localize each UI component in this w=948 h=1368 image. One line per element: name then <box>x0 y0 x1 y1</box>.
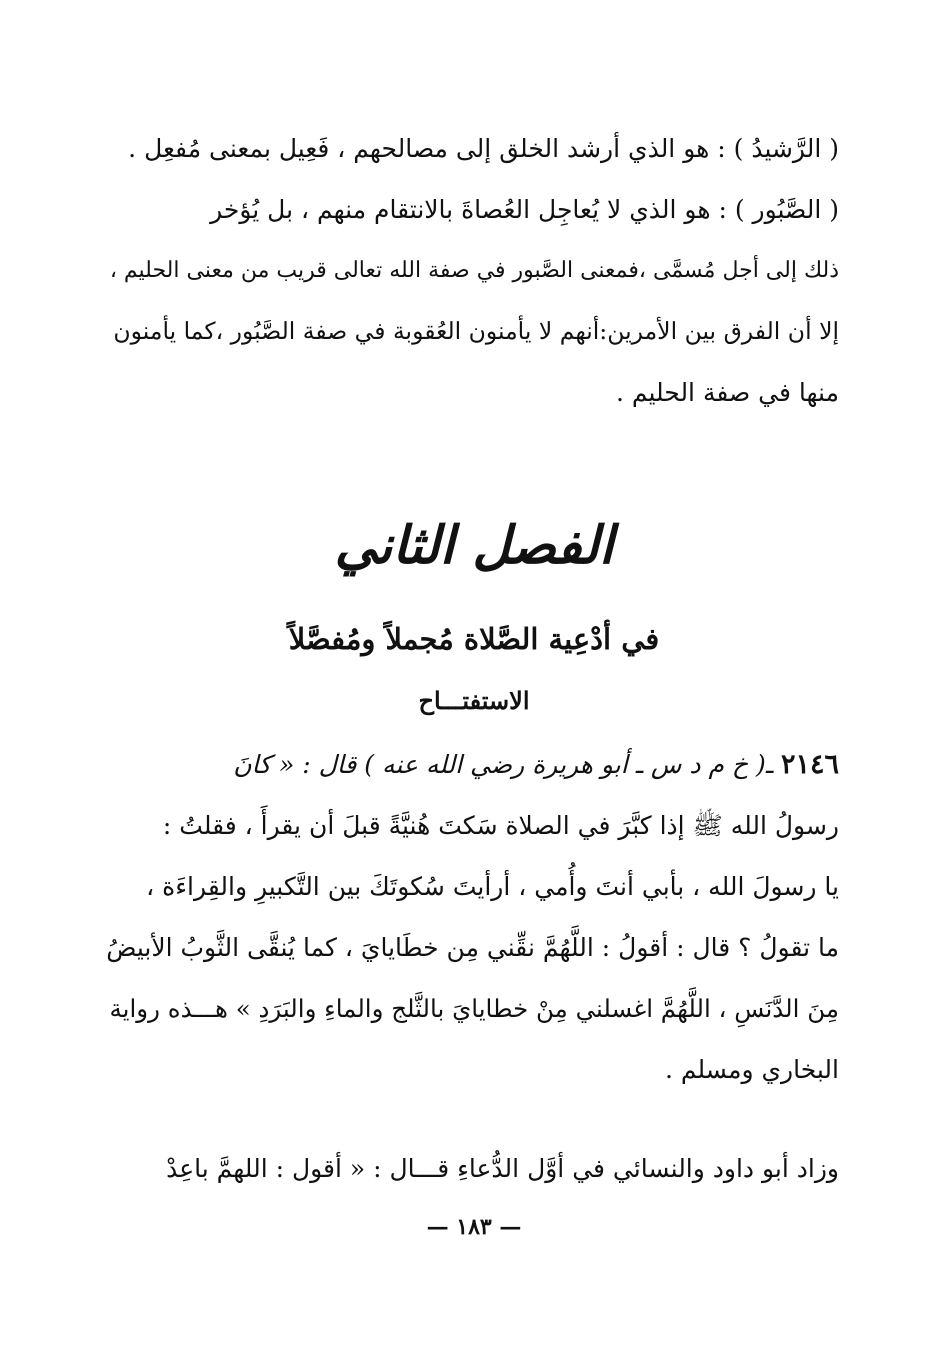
hadith-line: يا رسولَ الله ، بأبي أنتَ وأُمي ، أرأيتَ سُكوتَكَ بين التَّكبيرِ والقِراءَة ، <box>146 872 839 901</box>
hadith-header-line <box>104 734 839 795</box>
addendum-line: وزاد أبو داود والنسائي في أوَّل الدُّعاءِ قـــال : « أقول : اللهمَّ باعِدْ <box>166 1154 839 1183</box>
hadith-number: ٢١٤٦ <box>780 749 839 780</box>
hadith-line: البخاري ومسلم . <box>664 1055 839 1084</box>
definition-sabur-cont-2: إلا أن الفرق بين الأمرين:أنهم لا يأمنون العُقوبة في صفة الصَّبُور ،كما يأمنون <box>113 317 839 345</box>
hadith-line: مِنَ الدَّنَسِ ، اللَّهُمَّ اغسلني مِنْ خطايايَ بالثَّلج والماءِ والبَرَدِ » هـــذه رواية <box>109 994 839 1023</box>
hadith-block <box>104 734 839 1100</box>
definition-rashid: ( الرَّشيدُ ) : هو الذي أرشد الخلق إلى مصالحهم ، فَعِيل بمعنى مُفعِل . <box>128 134 839 163</box>
page-number: — ١٨٣ — <box>426 1214 522 1240</box>
definition-sabur-cont-1: ذلك إلى أجل مُسمَّى ،فمعنى الصَّبور في صفة الله تعالى قريب من معنى الحليم ، <box>109 258 839 283</box>
definition-sabur-cont-3: منها في صفة الحليم . <box>615 378 839 407</box>
addendum-block <box>104 1138 839 1199</box>
chapter-title: الفصل الثاني <box>334 515 614 576</box>
hadith-sources: ـ( خ م د س ـ أبو هريرة رضي الله عنه ) قال : « كانَ <box>233 750 774 779</box>
definition-sabur: ( الصَّبُور ) : هو الذي لا يُعاجِل العُصاةَ بالانتقام منهم ، بل يُؤخر <box>210 195 839 224</box>
section-heading: الاستفتـــاح <box>418 686 530 715</box>
hadith-line: رسولُ الله ﷺ إذا كبَّرَ في الصلاة سَكتَ هُنيَّةً قبلَ أن يقرأَ ، فقلتُ : <box>162 811 839 840</box>
chapter-subtitle: في أدْعِية الصَّلاة مُجملاً ومُفصَّلاً <box>288 622 660 656</box>
definitions-block <box>104 118 839 423</box>
hadith-line: ما تقولُ ؟ قال : أقولُ : اللَّهُمَّ نقِّني مِن خطَايايَ ، كما يُنقَّى الثَّوبُ الأبيضُ <box>106 933 839 962</box>
